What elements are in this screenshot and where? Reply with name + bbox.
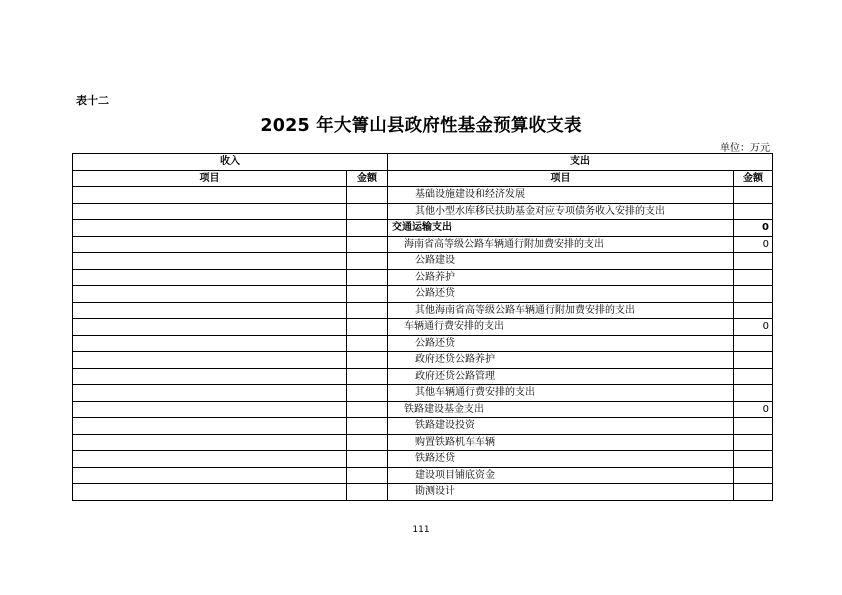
table-label: 表十二	[76, 94, 109, 107]
expense-item-cell: 车辆通行费安排的支出	[388, 319, 734, 336]
income-item-cell	[73, 335, 347, 352]
expense-amount-cell	[734, 302, 773, 319]
expense-amount-cell: 0	[734, 319, 773, 336]
income-amount-cell	[347, 335, 388, 352]
table-row	[73, 368, 773, 385]
table-row	[73, 187, 773, 204]
expense-item-cell: 其他海南省高等级公路车辆通行附加费安排的支出	[388, 302, 734, 319]
expense-item-cell: 公路还贷	[388, 286, 734, 303]
income-amount-cell	[347, 269, 388, 286]
table-row	[73, 385, 773, 402]
expense-header: 支出	[388, 154, 773, 171]
table-row	[73, 286, 773, 303]
expense-item-cell: 购置铁路机车车辆	[388, 434, 734, 451]
expense-item-cell: 其他车辆通行费安排的支出	[388, 385, 734, 402]
income-item-cell	[73, 451, 347, 468]
table-row	[73, 401, 773, 418]
income-item-cell	[73, 352, 347, 369]
table-row	[73, 467, 773, 484]
income-item-cell	[73, 385, 347, 402]
income-item-cell	[73, 319, 347, 336]
table-row	[73, 203, 773, 220]
expense-item-header: 项目	[388, 170, 734, 187]
income-item-cell	[73, 484, 347, 501]
income-item-cell	[73, 368, 347, 385]
income-item-cell	[73, 286, 347, 303]
table-row	[73, 484, 773, 501]
income-amount-header: 金额	[347, 170, 388, 187]
income-item-cell	[73, 236, 347, 253]
income-amount-cell	[347, 484, 388, 501]
income-amount-cell	[347, 286, 388, 303]
expense-amount-header: 金额	[734, 170, 773, 187]
expense-amount-cell	[734, 352, 773, 369]
expense-item-cell: 建设项目铺底资金	[388, 467, 734, 484]
income-amount-cell	[347, 368, 388, 385]
income-item-cell	[73, 418, 347, 435]
income-amount-cell	[347, 385, 388, 402]
expense-item-cell: 公路建设	[388, 253, 734, 270]
expense-item-cell: 铁路建设投资	[388, 418, 734, 435]
income-item-cell	[73, 203, 347, 220]
income-amount-cell	[347, 401, 388, 418]
expense-item-cell: 铁路建设基金支出	[388, 401, 734, 418]
income-item-cell	[73, 302, 347, 319]
income-amount-cell	[347, 220, 388, 237]
expense-item-cell: 公路还贷	[388, 335, 734, 352]
income-amount-cell	[347, 203, 388, 220]
table-row	[73, 220, 773, 237]
expense-amount-cell	[734, 434, 773, 451]
expense-amount-cell: 0	[734, 401, 773, 418]
table-body	[73, 187, 773, 501]
income-amount-cell	[347, 352, 388, 369]
income-header: 收入	[73, 154, 388, 171]
expense-amount-cell	[734, 335, 773, 352]
expense-amount-cell	[734, 385, 773, 402]
expense-item-cell: 公路养护	[388, 269, 734, 286]
expense-amount-cell	[734, 368, 773, 385]
income-amount-cell	[347, 187, 388, 204]
expense-amount-cell	[734, 451, 773, 468]
expense-amount-cell	[734, 203, 773, 220]
expense-amount-cell: 0	[734, 236, 773, 253]
page-number: 111	[412, 525, 430, 535]
expense-amount-cell	[734, 286, 773, 303]
income-item-cell	[73, 269, 347, 286]
table-row	[73, 352, 773, 369]
income-amount-cell	[347, 434, 388, 451]
expense-amount-cell	[734, 484, 773, 501]
expense-amount-cell	[734, 253, 773, 270]
income-amount-cell	[347, 467, 388, 484]
expense-amount-cell	[734, 269, 773, 286]
budget-table	[72, 153, 773, 501]
income-item-cell	[73, 220, 347, 237]
income-amount-cell	[347, 418, 388, 435]
expense-item-cell: 海南省高等级公路车辆通行附加费安排的支出	[388, 236, 734, 253]
income-item-cell	[73, 253, 347, 270]
expense-item-cell: 政府还贷公路管理	[388, 368, 734, 385]
income-item-cell	[73, 401, 347, 418]
expense-amount-cell: 0	[734, 220, 773, 237]
table-row	[73, 451, 773, 468]
expense-item-cell: 交通运输支出	[388, 220, 734, 237]
table-row	[73, 253, 773, 270]
income-amount-cell	[347, 302, 388, 319]
income-item-cell	[73, 187, 347, 204]
expense-item-cell: 其他小型水库移民扶助基金对应专项债务收入安排的支出	[388, 203, 734, 220]
column-header-row	[73, 170, 773, 187]
table-row	[73, 269, 773, 286]
expense-item-cell: 铁路还贷	[388, 451, 734, 468]
table-row	[73, 302, 773, 319]
income-amount-cell	[347, 253, 388, 270]
income-item-cell	[73, 434, 347, 451]
section-header-row	[73, 154, 773, 171]
expense-item-cell: 基础设施建设和经济发展	[388, 187, 734, 204]
expense-amount-cell	[734, 418, 773, 435]
expense-item-cell: 政府还贷公路养护	[388, 352, 734, 369]
table-row	[73, 319, 773, 336]
income-amount-cell	[347, 236, 388, 253]
expense-amount-cell	[734, 467, 773, 484]
table-row	[73, 434, 773, 451]
page-title: 2025 年大箐山县政府性基金预算收支表	[260, 116, 582, 136]
table-row	[73, 418, 773, 435]
income-item-header: 项目	[73, 170, 347, 187]
income-item-cell	[73, 467, 347, 484]
table-row	[73, 335, 773, 352]
income-amount-cell	[347, 451, 388, 468]
expense-amount-cell	[734, 187, 773, 204]
income-amount-cell	[347, 319, 388, 336]
table-row	[73, 236, 773, 253]
unit-label: 单位：万元	[720, 143, 770, 154]
expense-item-cell: 勘测设计	[388, 484, 734, 501]
